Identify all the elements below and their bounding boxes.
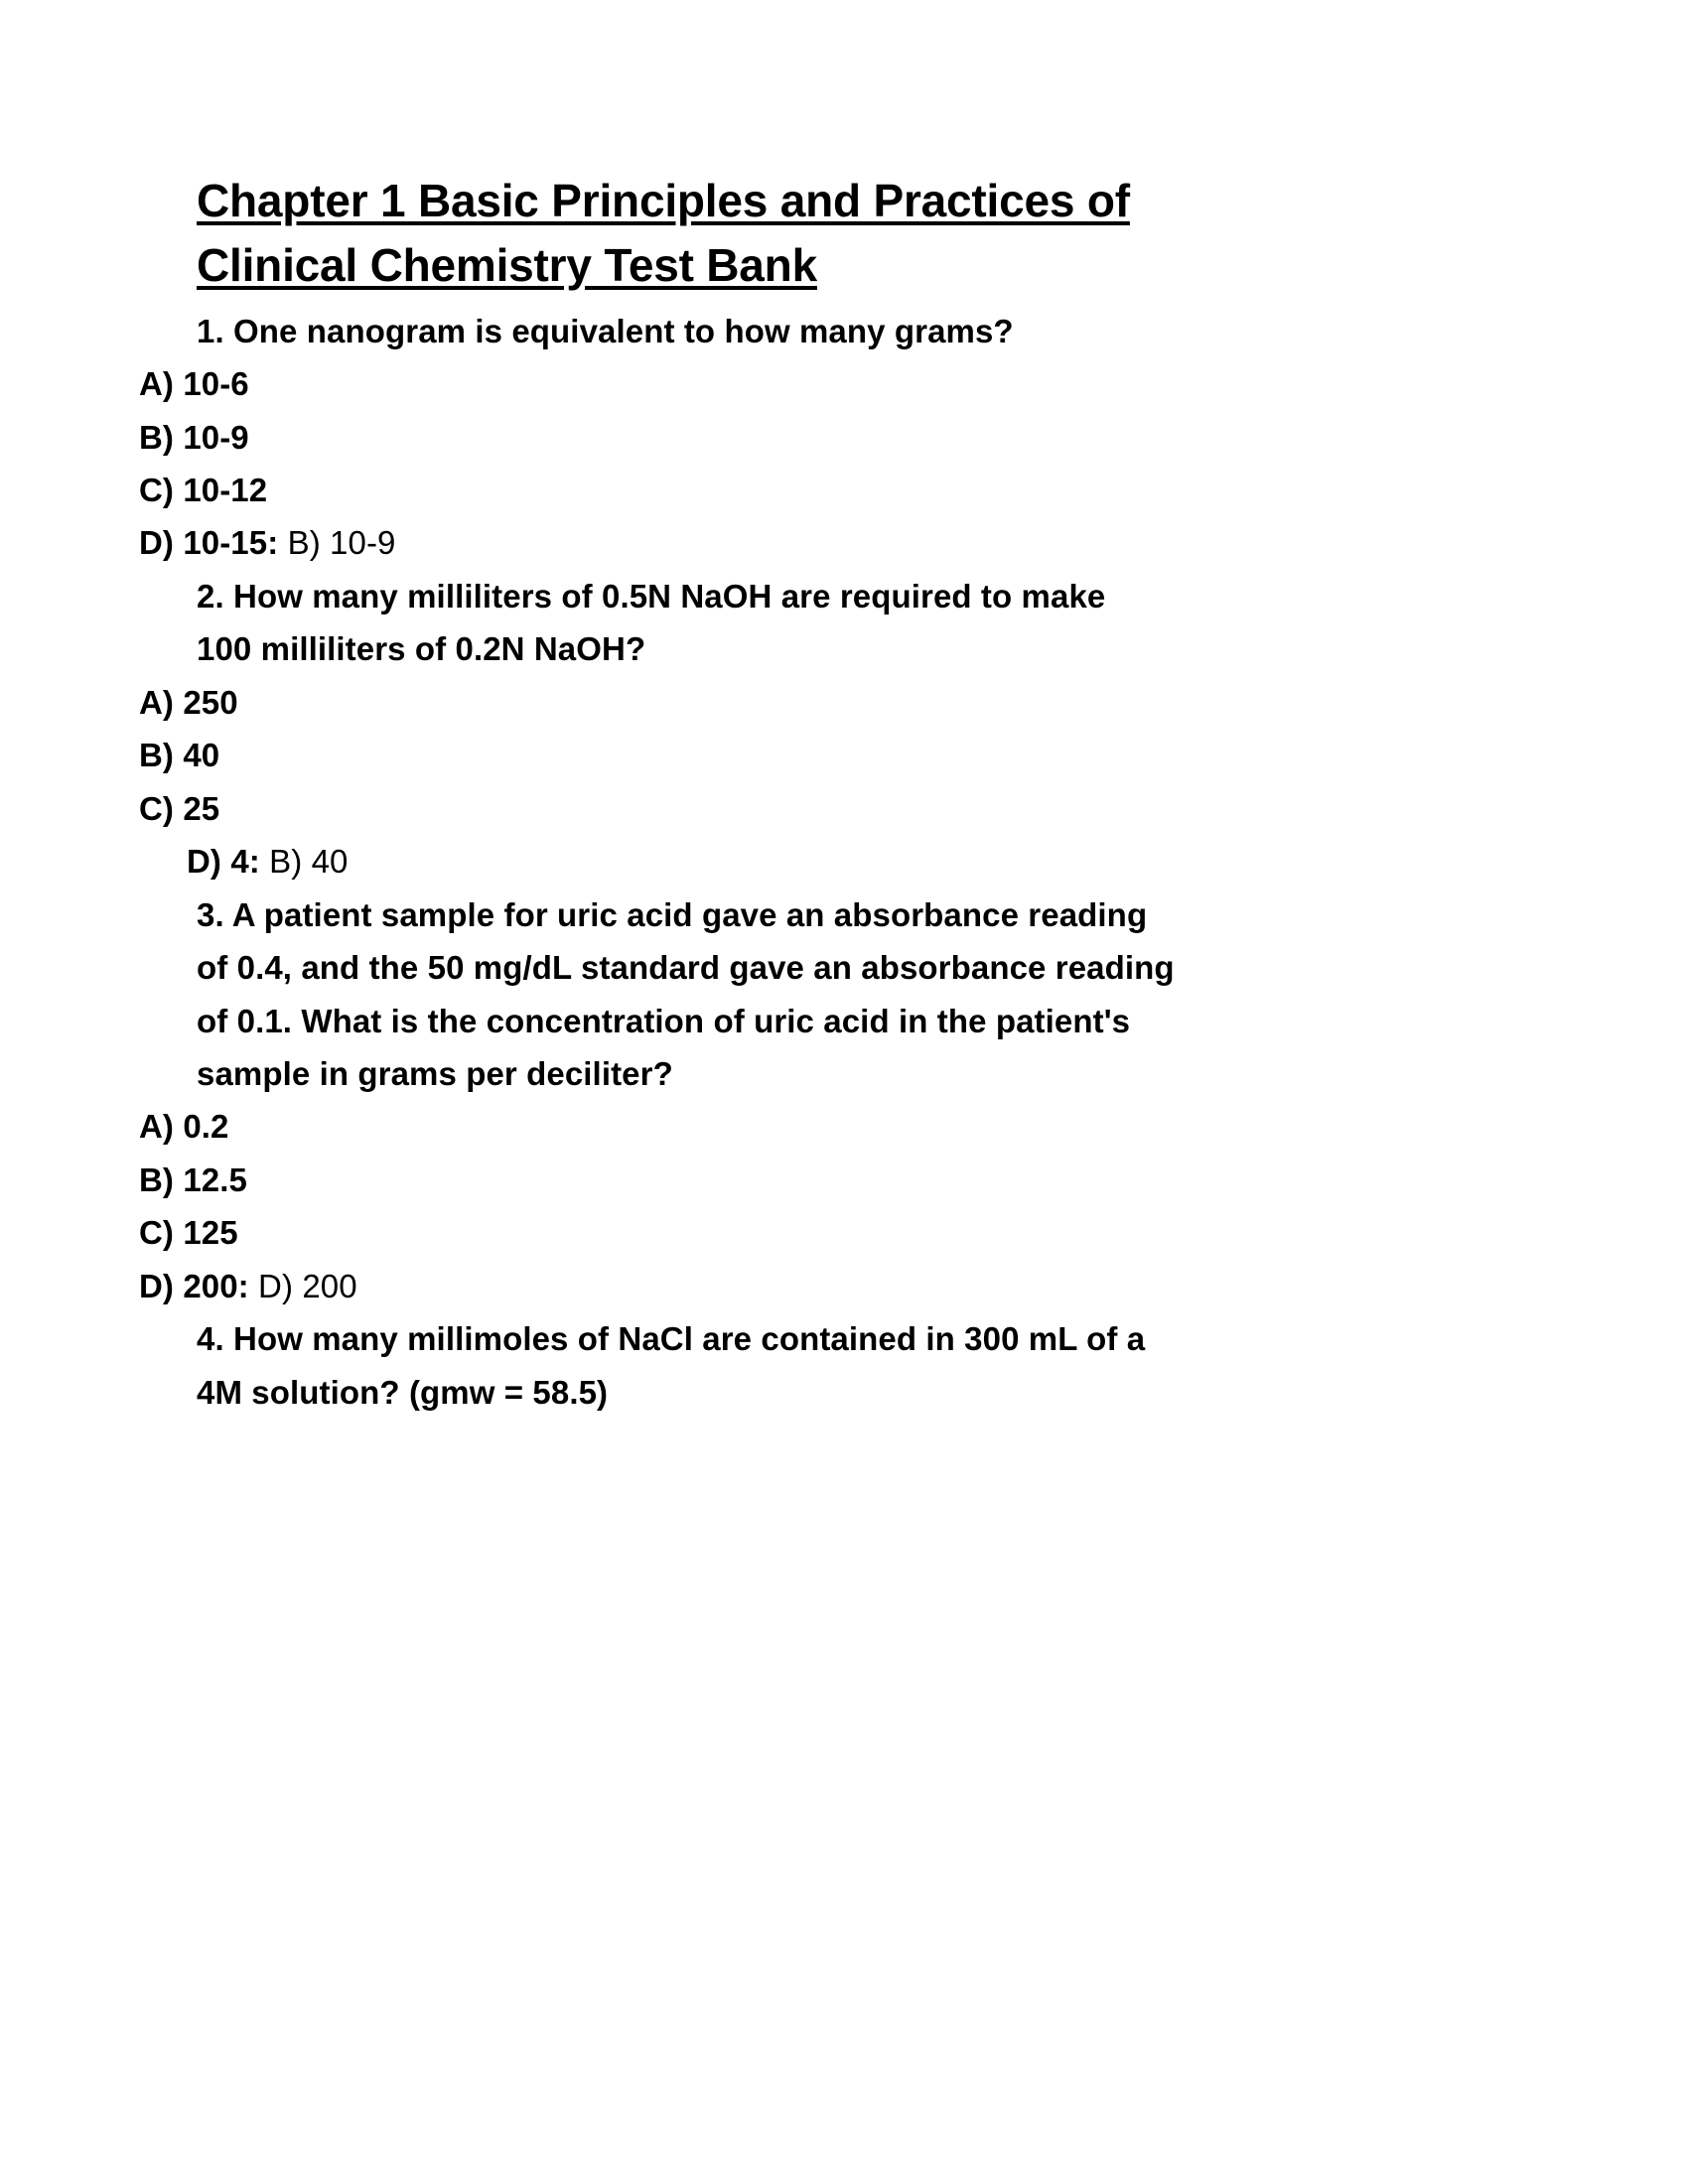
question-1-text (139, 305, 1539, 357)
page-title-line-1: Chapter 1 Basic Principles and Practices of (197, 175, 1130, 226)
question-4-line-1: How many millimoles of NaCl are contained in 300 mL of a (233, 1320, 1146, 1358)
option-text: 0.2 (183, 1108, 229, 1146)
option-text: 10-9 (183, 418, 249, 456)
option-text: 250 (183, 683, 238, 721)
option-text: 12.5 (183, 1160, 247, 1198)
question-3-line-1: A patient sample for uric acid gave an absorbance reading (231, 895, 1148, 933)
option-text: 10-15: (183, 524, 279, 562)
question-3-text-line-4 (139, 1047, 1539, 1100)
question-1-number: 1. (197, 312, 224, 349)
option-text: 10-12 (183, 471, 268, 508)
question-2-option-a (139, 676, 1539, 729)
question-1-option-c (139, 464, 1539, 516)
question-3-number: 3. (197, 895, 224, 933)
option-text: 25 (183, 789, 220, 827)
option-text: 40 (183, 737, 220, 774)
option-label: B) (139, 418, 175, 456)
option-label: C) (139, 789, 175, 827)
question-4-text-line-1 (139, 1312, 1539, 1365)
question-1-answer: B) 10-9 (287, 524, 396, 562)
question-3-text-line-3 (139, 995, 1539, 1047)
option-label: A) (139, 1108, 175, 1146)
question-2-option-b (139, 729, 1539, 781)
question-2-answer: B) 40 (269, 843, 349, 881)
question-3-text-line-1 (139, 888, 1539, 941)
question-1-option-a (139, 357, 1539, 410)
question-2-option-d (139, 835, 1539, 887)
question-2-text-line-2 (139, 622, 1539, 675)
option-label: C) (139, 471, 175, 508)
option-text: 200: (183, 1267, 249, 1304)
option-label: D) (139, 1267, 175, 1304)
question-2-line-2: 100 milliliters of 0.2N NaOH? (197, 630, 646, 668)
option-label: D) (187, 843, 222, 881)
question-3-line-4: sample in grams per deciliter? (197, 1054, 673, 1092)
question-3-option-d (139, 1260, 1539, 1312)
question-3-line-2: of 0.4, and the 50 mg/dL standard gave an absorbance reading (197, 949, 1175, 987)
option-label: C) (139, 1214, 175, 1252)
option-text: 10-6 (183, 365, 249, 403)
question-2-number: 2. (197, 577, 224, 614)
question-3-option-c (139, 1206, 1539, 1259)
page-title-line-2: Clinical Chemistry Test Bank (197, 239, 817, 292)
question-3-answer: D) 200 (258, 1267, 357, 1304)
option-label: B) (139, 737, 175, 774)
option-label: A) (139, 365, 175, 403)
option-text: 4: (230, 843, 260, 881)
question-3-option-a (139, 1100, 1539, 1153)
question-4-text-line-2 (139, 1366, 1539, 1419)
question-1-option-b (139, 411, 1539, 464)
question-4-line-2: 4M solution? (gmw = 58.5) (197, 1373, 609, 1411)
question-1-line-1: One nanogram is equivalent to how many grams? (233, 312, 1014, 349)
question-3-text-line-2 (139, 941, 1539, 994)
page-title (139, 169, 1539, 299)
question-2-line-1: How many milliliters of 0.5N NaOH are required to make (233, 577, 1106, 614)
option-text: 125 (183, 1214, 238, 1252)
question-2-text-line-1 (139, 570, 1539, 622)
question-2-option-c (139, 782, 1539, 835)
question-4-number: 4. (197, 1320, 224, 1358)
question-3-option-b (139, 1154, 1539, 1206)
question-3-line-3: of 0.1. What is the concentration of uric acid in the patient's (197, 1002, 1131, 1039)
option-label: D) (139, 524, 175, 562)
question-1-option-d (139, 516, 1539, 569)
option-label: B) (139, 1160, 175, 1198)
option-label: A) (139, 683, 175, 721)
